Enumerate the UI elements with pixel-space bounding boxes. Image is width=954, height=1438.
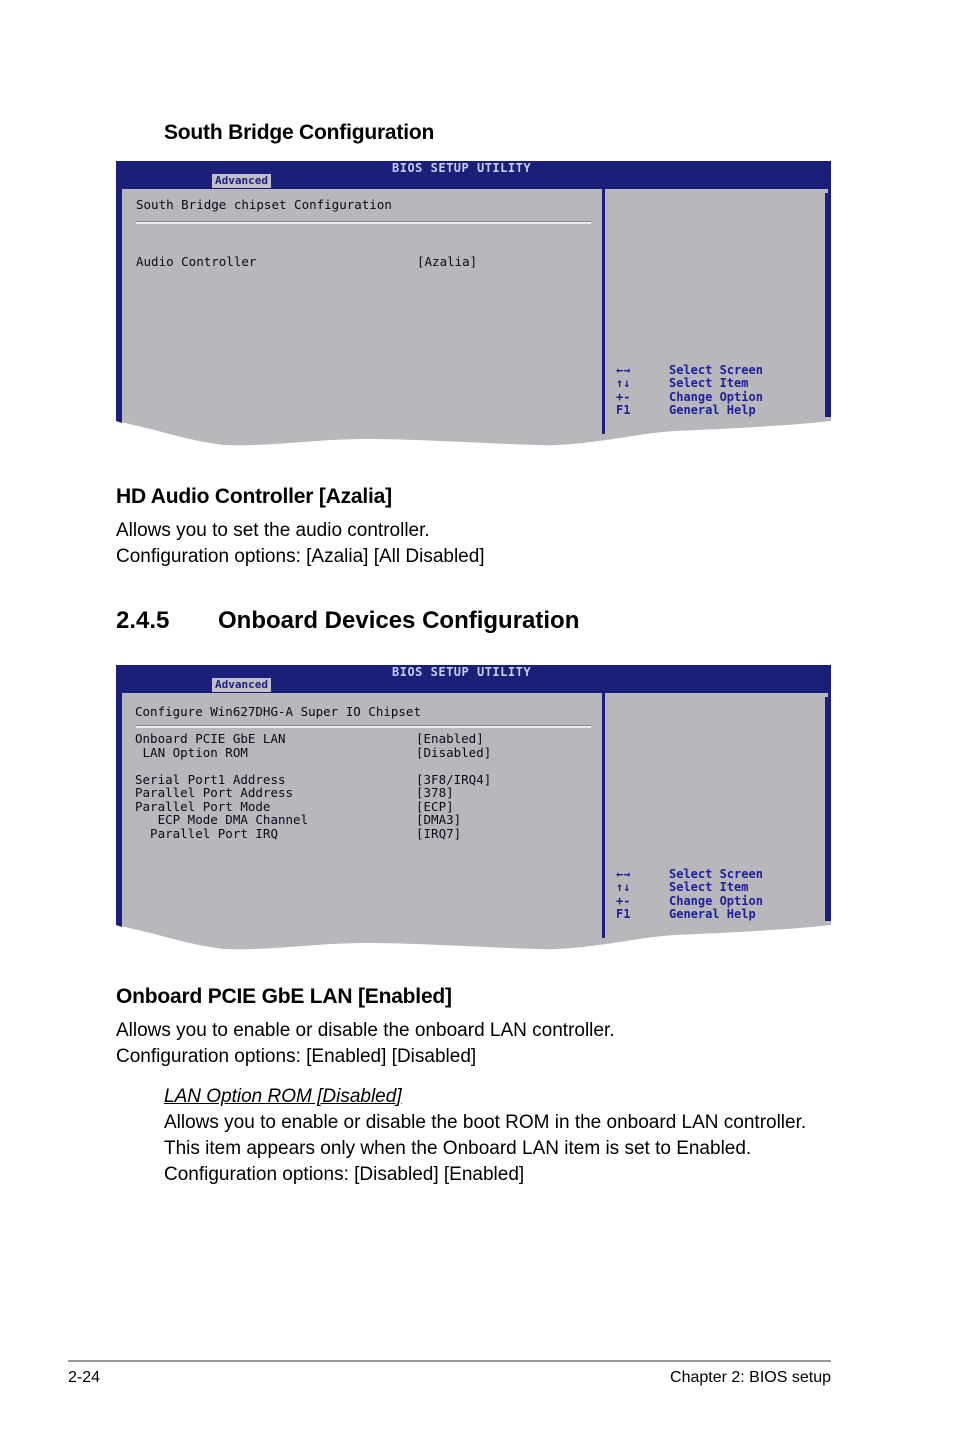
bios-row-label[interactable]: ECP Mode DMA Channel bbox=[135, 812, 309, 827]
bios-help-text: Select Item bbox=[669, 880, 749, 894]
bios-border-right bbox=[828, 189, 831, 419]
bios-help-key: F1 bbox=[616, 403, 631, 417]
pcie-lan-desc: Allows you to enable or disable the onboard LAN controller. bbox=[116, 1020, 615, 1041]
bios-help-key: ←→ bbox=[616, 363, 631, 377]
bios-row-label[interactable]: Parallel Port Mode bbox=[135, 799, 271, 814]
bios-row-value[interactable]: [378] bbox=[416, 785, 454, 800]
bios-help-key: +- bbox=[616, 390, 631, 404]
bios-help-text: General Help bbox=[669, 403, 756, 417]
bios-row-value[interactable]: [DMA3] bbox=[416, 812, 462, 827]
bios-screenshot-onboard bbox=[116, 665, 831, 955]
bios-row-value[interactable]: [ECP] bbox=[416, 799, 454, 814]
bios-divider-right bbox=[825, 697, 828, 923]
torn-edge bbox=[116, 921, 831, 953]
pcie-lan-options: Configuration options: [Enabled] [Disabled] bbox=[116, 1046, 477, 1067]
hd-audio-desc: Allows you to set the audio controller. bbox=[116, 520, 430, 541]
bios-row-label[interactable]: Parallel Port IRQ bbox=[135, 826, 278, 841]
bios-row-value[interactable]: [IRQ7] bbox=[416, 826, 462, 841]
bios-row-label[interactable]: Onboard PCIE GbE LAN bbox=[135, 731, 286, 746]
bios-border-right bbox=[828, 693, 831, 923]
bios-divider-right bbox=[825, 193, 828, 419]
section-number: 2.4.5 bbox=[116, 607, 170, 634]
bios-help-text: Change Option bbox=[669, 894, 763, 908]
bios-row-label[interactable]: Serial Port1 Address bbox=[135, 772, 286, 787]
bios-help-text: Select Item bbox=[669, 376, 749, 390]
lan-rom-note: This item appears only when the Onboard LAN item is set to Enabled. bbox=[164, 1138, 752, 1159]
bios-row-label[interactable]: Parallel Port Address bbox=[135, 785, 294, 800]
bios-row-value[interactable]: [Azalia] bbox=[417, 254, 478, 269]
bios-row-value[interactable]: [3F8/IRQ4] bbox=[416, 772, 492, 787]
pcie-lan-heading: Onboard PCIE GbE LAN [Enabled] bbox=[116, 985, 452, 1008]
bios-title: BIOS SETUP UTILITY bbox=[392, 161, 532, 175]
bios-screenshot-south-bridge bbox=[116, 161, 831, 451]
bios-divider bbox=[602, 693, 605, 938]
bios-tab-advanced[interactable]: Advanced bbox=[212, 174, 271, 188]
bios-row-value[interactable]: [Enabled] bbox=[416, 731, 484, 746]
hd-audio-options: Configuration options: [Azalia] [All Disabled] bbox=[116, 546, 485, 567]
bios-help-text: Change Option bbox=[669, 390, 763, 404]
footer-rule bbox=[68, 1360, 831, 1362]
lan-rom-desc: Allows you to enable or disable the boot ROM in the onboard LAN controller. bbox=[164, 1112, 807, 1133]
south-bridge-heading: South Bridge Configuration bbox=[164, 121, 435, 144]
bios-title: BIOS SETUP UTILITY bbox=[392, 665, 532, 679]
bios-help-text: Select Screen bbox=[669, 363, 763, 377]
bios-help-key: ↑↓ bbox=[616, 376, 631, 390]
section-title: Onboard Devices Configuration bbox=[218, 607, 580, 634]
bios-tab-advanced[interactable]: Advanced bbox=[212, 678, 271, 692]
hd-audio-heading: HD Audio Controller [Azalia] bbox=[116, 485, 392, 508]
bios-divider bbox=[602, 189, 605, 434]
bios-separator bbox=[136, 221, 591, 224]
bios-section-title: South Bridge chipset Configuration bbox=[136, 197, 392, 212]
bios-help-text: General Help bbox=[669, 907, 756, 921]
torn-edge bbox=[116, 417, 831, 449]
bios-help-key: F1 bbox=[616, 907, 631, 921]
page-number: 2-24 bbox=[68, 1369, 101, 1386]
bios-help-key: ←→ bbox=[616, 867, 631, 881]
bios-border-left bbox=[116, 189, 122, 419]
chapter-label: Chapter 2: BIOS setup bbox=[670, 1369, 831, 1386]
bios-row-label[interactable]: LAN Option ROM bbox=[135, 745, 248, 760]
lan-rom-options: Configuration options: [Disabled] [Enabled] bbox=[164, 1164, 525, 1185]
bios-section-title: Configure Win627DHG-A Super IO Chipset bbox=[135, 704, 421, 719]
bios-separator bbox=[136, 725, 591, 728]
bios-row-label[interactable]: Audio Controller bbox=[136, 254, 257, 269]
bios-border-left bbox=[116, 693, 122, 923]
bios-help-text: Select Screen bbox=[669, 867, 763, 881]
bios-row-value[interactable]: [Disabled] bbox=[416, 745, 492, 760]
bios-help-key: ↑↓ bbox=[616, 880, 631, 894]
bios-help-key: +- bbox=[616, 894, 631, 908]
lan-rom-heading: LAN Option ROM [Disabled] bbox=[164, 1086, 402, 1107]
